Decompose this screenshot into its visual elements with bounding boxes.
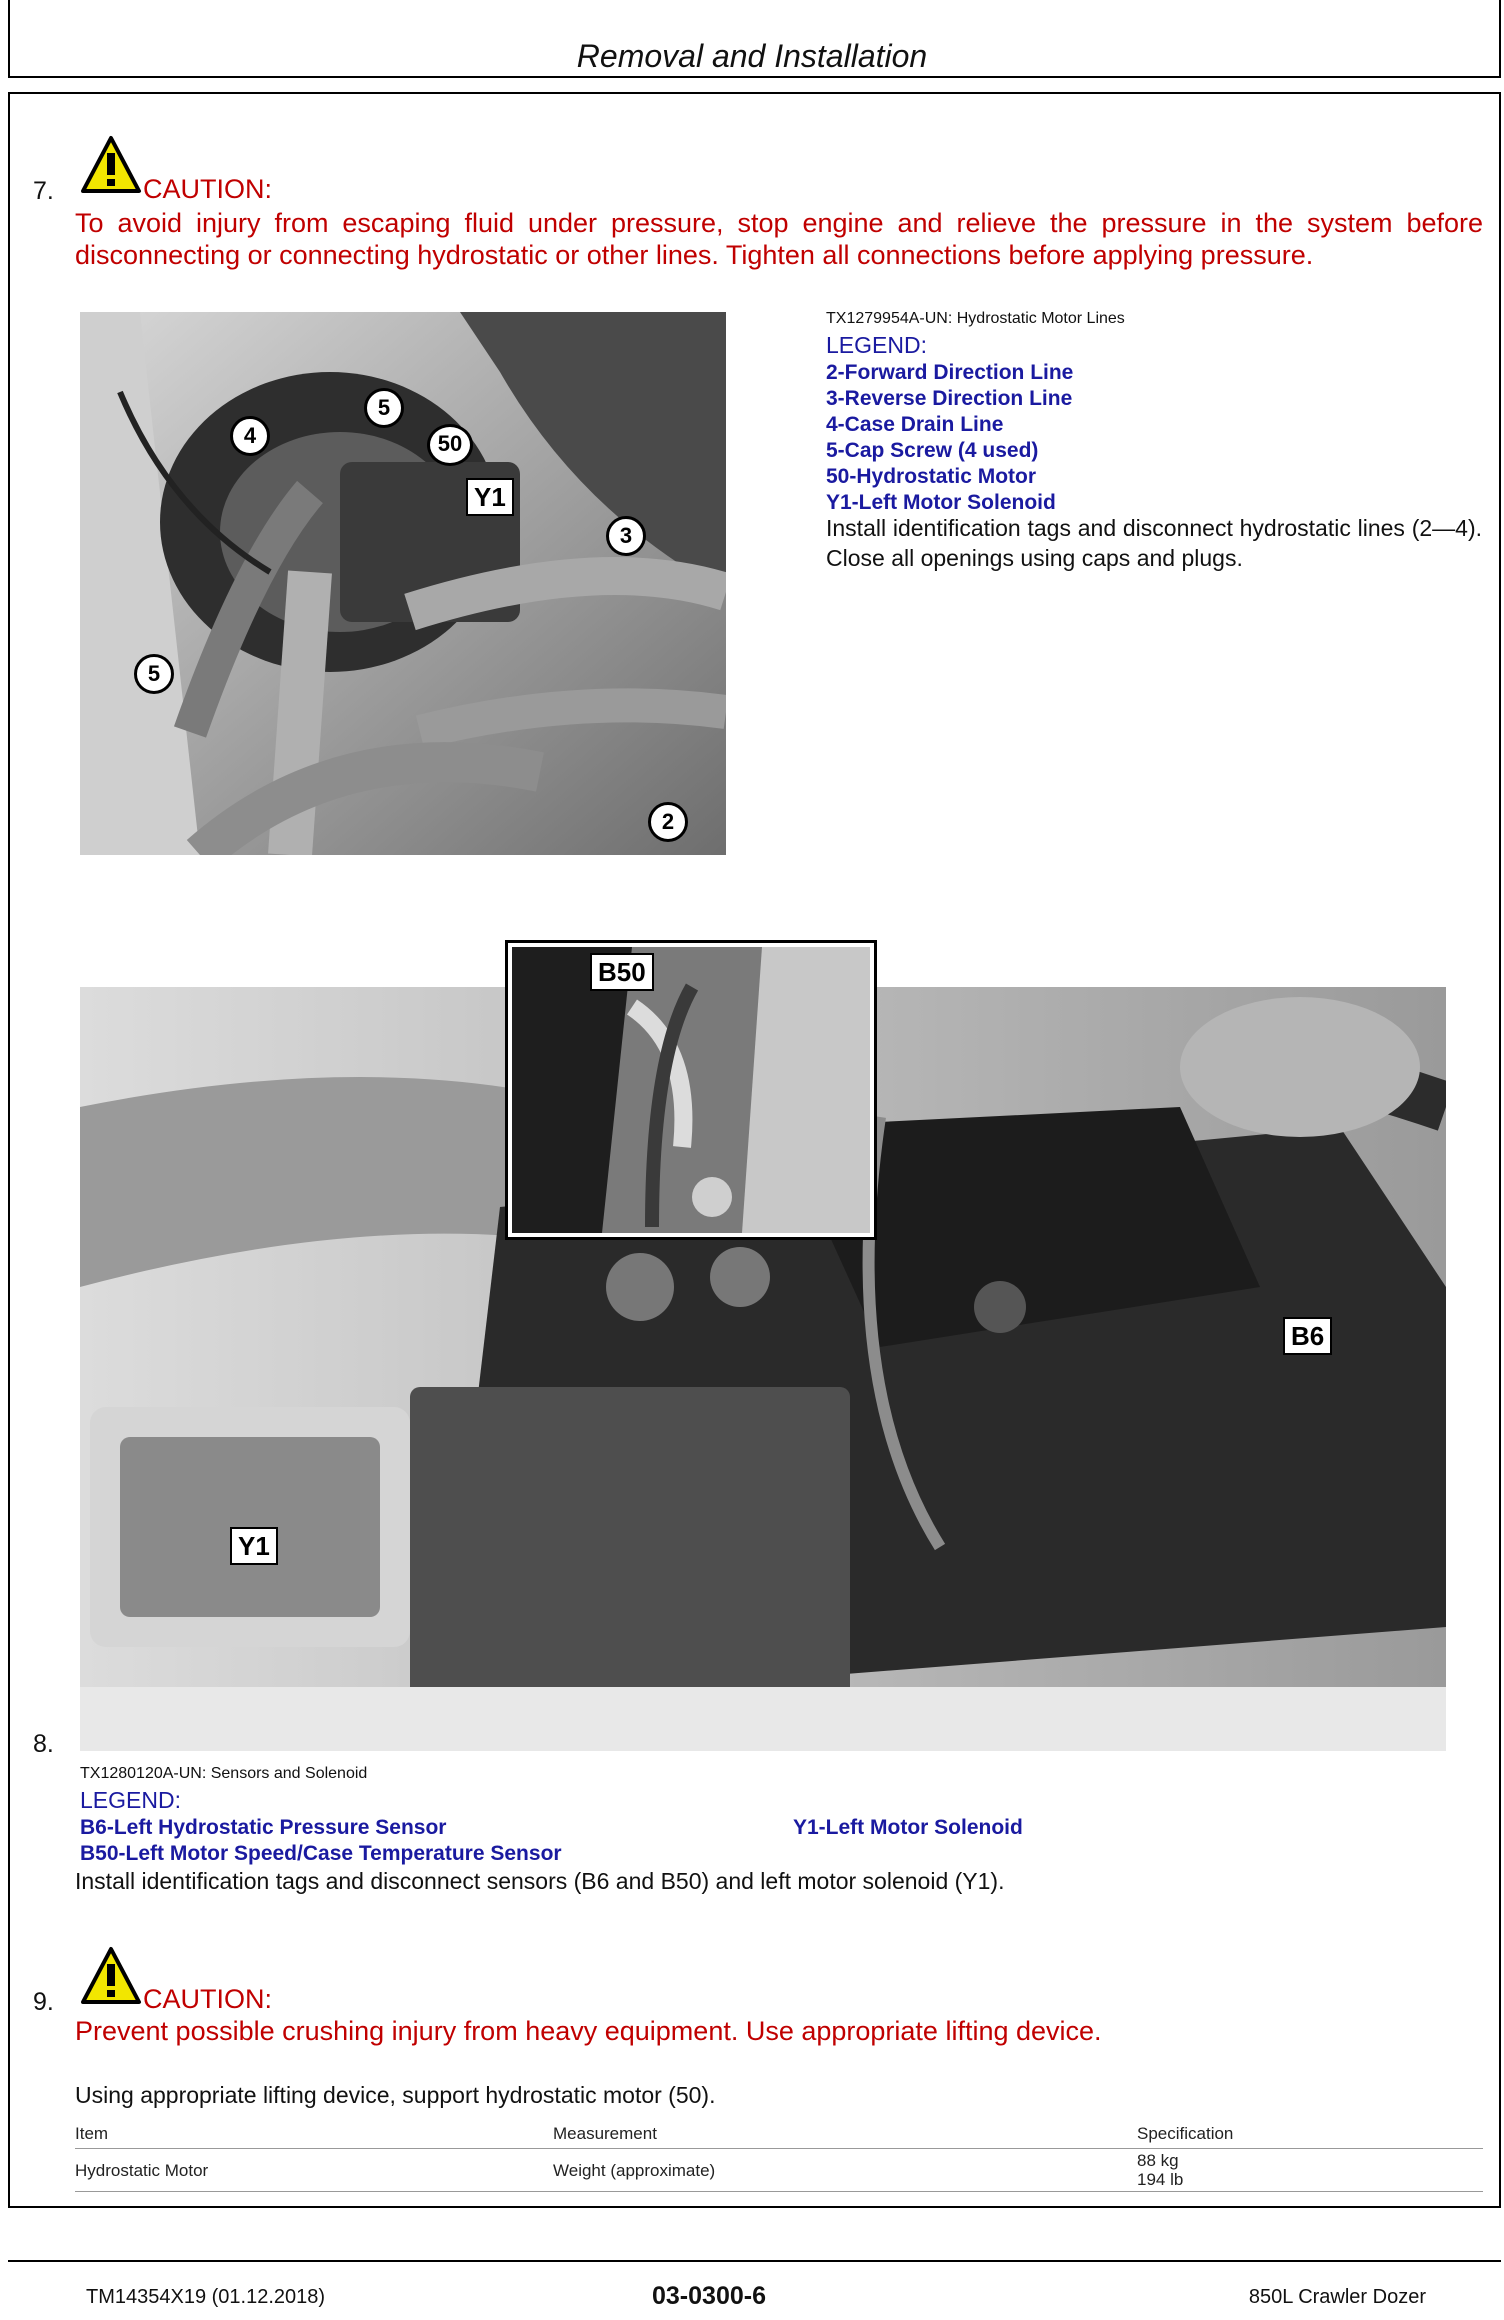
step-instruction: Using appropriate lifting device, support hydrostatic motor (50). bbox=[75, 2082, 716, 2108]
step-number: 8. bbox=[33, 1730, 54, 1758]
caution-label: CAUTION: bbox=[143, 174, 273, 204]
table-header-row bbox=[75, 2122, 1483, 2149]
table-cell-item: Hydrostatic Motor bbox=[75, 2161, 209, 2180]
table-cell-spec-kg: 88 kg bbox=[1137, 2151, 1179, 2170]
legend-item: 3-Reverse Direction Line bbox=[826, 387, 1073, 410]
legend-item: 50-Hydrostatic Motor bbox=[826, 465, 1037, 488]
legend-item: B50-Left Motor Speed/Case Temperature Sensor bbox=[80, 1842, 562, 1865]
legend-list-right bbox=[793, 1815, 1023, 1841]
table-cell-measurement: Weight (approximate) bbox=[553, 2161, 716, 2180]
footer-divider bbox=[8, 2260, 1501, 2262]
step-number: 9. bbox=[33, 1988, 54, 2016]
legend-item: 2-Forward Direction Line bbox=[826, 361, 1074, 384]
footer-document-id: TM14354X19 (01.12.2018) bbox=[86, 2286, 326, 2308]
table-cell-spec-lb: 194 lb bbox=[1137, 2170, 1184, 2189]
callout-3: 3 bbox=[606, 516, 646, 556]
warning-triangle-icon bbox=[80, 1946, 142, 2006]
callout-y1: Y1 bbox=[230, 1527, 278, 1565]
callout-5-top: 5 bbox=[364, 388, 404, 428]
caution-text: Prevent possible crushing injury from heavy equipment. Use appropriate lifting device. bbox=[75, 2016, 1102, 2046]
callout-50: 50 bbox=[427, 424, 473, 466]
legend-title: LEGEND: bbox=[80, 1787, 181, 1813]
callout-y1: Y1 bbox=[466, 478, 514, 516]
step-instruction: Install identification tags and disconnect sensors (B6 and B50) and left motor solenoid (Y1). bbox=[75, 1868, 1005, 1894]
table-header-measurement: Measurement bbox=[553, 2124, 657, 2143]
legend-item: Y1-Left Motor Solenoid bbox=[793, 1816, 1023, 1839]
legend-list bbox=[826, 360, 1073, 516]
step-instruction: Install identification tags and disconnect hydrostatic lines (2—4). Close all openings using caps and plugs. bbox=[826, 515, 1482, 571]
section-title: Removal and Installation bbox=[576, 38, 928, 74]
warning-triangle-icon bbox=[80, 135, 142, 195]
sensor-b50-inset-photo bbox=[505, 940, 877, 1240]
table-header-item: Item bbox=[75, 2124, 109, 2143]
legend-item: B6-Left Hydrostatic Pressure Sensor bbox=[80, 1816, 447, 1839]
figure-caption: TX1279954A-UN: Hydrostatic Motor Lines bbox=[826, 310, 1125, 327]
table-header-specification: Specification bbox=[1137, 2124, 1234, 2143]
callout-b6: B6 bbox=[1283, 1317, 1332, 1355]
callout-2: 2 bbox=[648, 802, 688, 842]
caution-text: To avoid injury from escaping fluid under pressure, stop engine and relieve the pressure in the system before disconnecting or connecting hydrostatic or other lines. Tighten all connections before applying pressure. bbox=[75, 208, 1483, 270]
table-row bbox=[75, 2149, 1483, 2192]
footer-page-number: 03-0300-6 bbox=[652, 2282, 766, 2310]
figure-caption: TX1280120A-UN: Sensors and Solenoid bbox=[80, 1765, 368, 1782]
callout-4: 4 bbox=[230, 416, 270, 456]
callout-5-bottom: 5 bbox=[134, 654, 174, 694]
step-number: 7. bbox=[33, 177, 54, 205]
footer-product-name: 850L Crawler Dozer bbox=[1248, 2286, 1426, 2308]
legend-item: 5-Cap Screw (4 used) bbox=[826, 439, 1039, 462]
hydrostatic-motor-lines-photo bbox=[80, 312, 726, 855]
legend-list-left bbox=[80, 1815, 562, 1867]
caution-label: CAUTION: bbox=[143, 1984, 273, 2014]
legend-item: Y1-Left Motor Solenoid bbox=[826, 491, 1056, 514]
legend-item: 4-Case Drain Line bbox=[826, 413, 1004, 436]
callout-b50: B50 bbox=[590, 953, 654, 991]
legend-title: LEGEND: bbox=[826, 332, 927, 358]
specification-table bbox=[75, 2122, 1483, 2192]
